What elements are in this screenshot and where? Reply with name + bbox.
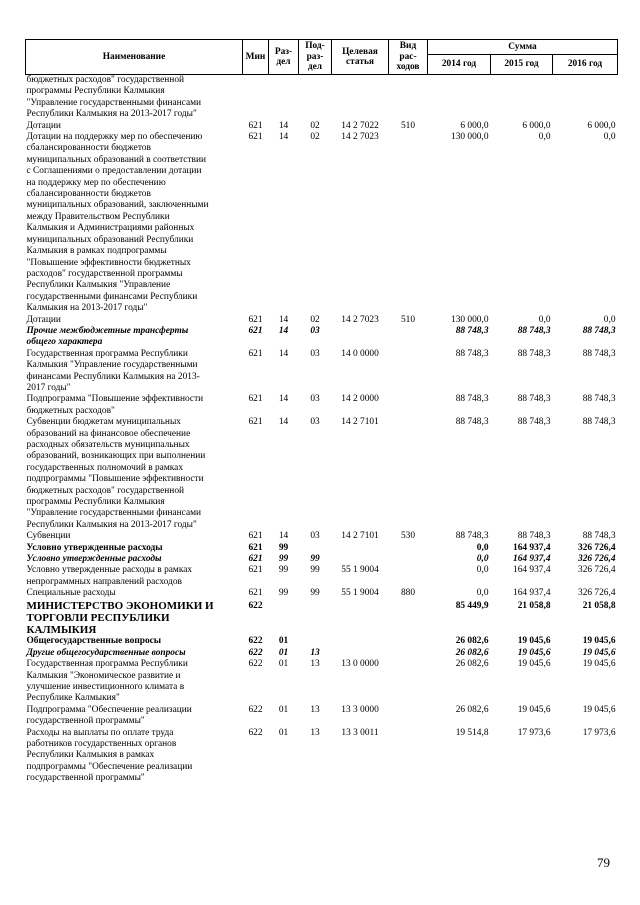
cell-name: Условно утвержденные расходы bbox=[26, 542, 163, 553]
table-row bbox=[26, 349, 618, 395]
cell-celevaya: 14 2 7023 bbox=[341, 314, 379, 325]
cell-celevaya bbox=[332, 75, 389, 121]
cell-vid bbox=[389, 728, 428, 785]
table-header bbox=[26, 40, 618, 75]
cell-razdel bbox=[269, 600, 299, 637]
cell-celevaya bbox=[332, 648, 389, 659]
cell-vid bbox=[389, 600, 428, 637]
cell-2016: 0,0 bbox=[603, 132, 616, 143]
cell-razdel: 99 bbox=[278, 554, 289, 565]
cell-celevaya bbox=[332, 636, 389, 647]
table-row bbox=[26, 648, 618, 659]
cell-celevaya bbox=[332, 543, 389, 554]
cell-2016: 88 748,3 bbox=[582, 348, 616, 359]
cell-vid bbox=[389, 132, 428, 315]
cell-min: 621 bbox=[248, 348, 263, 359]
cell-2016: 326 726,4 bbox=[578, 565, 616, 576]
cell-podrazdel: 13 bbox=[310, 704, 320, 715]
cell-vid bbox=[389, 565, 428, 588]
cell-min: 621 bbox=[248, 120, 263, 131]
cell-2015: 19 045,6 bbox=[517, 704, 551, 715]
cell-podrazdel: 03 bbox=[310, 325, 320, 336]
page-number: 79 bbox=[597, 855, 610, 870]
cell-2014: 88 748,3 bbox=[455, 417, 489, 428]
table-row bbox=[26, 600, 618, 637]
cell-name: Дотации на поддержку мер по обеспечению сбалансированности бюджетов муниципальных образований в соответствии с Соглашениями о предоставлении дотации на поддержку мер по обеспечению сбалансированности бюджетов муниципальных образований, заключенными между Правительством Республики Калмыкия и Администрациями районных муниципальных образований Республики Калмыкия в рамках подпрограммы "Повышение эффективности бюджетных расходов" государственной программы Республики Калмыкия "Управление государственными финансами Республики Калмыкия на 2013-2017 годы" bbox=[26, 132, 209, 314]
cell-2015: 164 937,4 bbox=[513, 565, 551, 576]
cell-2016: 17 973,6 bbox=[582, 727, 616, 738]
cell-2014: 88 748,3 bbox=[455, 531, 489, 542]
cell-2015: 19 045,6 bbox=[517, 636, 551, 647]
table-row bbox=[26, 659, 618, 705]
cell-celevaya: 14 2 7101 bbox=[341, 417, 379, 428]
cell-razdel: 14 bbox=[278, 132, 289, 143]
col-header-celevaya: Целевая статья bbox=[332, 40, 389, 75]
cell-razdel: 14 bbox=[278, 120, 289, 131]
cell-2014: 130 000,0 bbox=[451, 132, 489, 143]
cell-2015: 6 000,0 bbox=[522, 120, 551, 131]
cell-celevaya: 14 2 0000 bbox=[341, 394, 379, 405]
cell-razdel bbox=[269, 75, 299, 121]
cell-2015: 88 748,3 bbox=[517, 531, 551, 542]
table-row bbox=[26, 728, 618, 785]
cell-2014: 19 514,8 bbox=[455, 727, 489, 738]
cell-vid bbox=[389, 636, 428, 647]
cell-name: Условно утвержденные расходы в рамках непрограммных направлений расходов bbox=[26, 565, 193, 587]
col-header-min: Мин bbox=[243, 40, 269, 75]
table-row bbox=[26, 315, 618, 326]
cell-min: 622 bbox=[248, 600, 263, 611]
cell-min: 621 bbox=[248, 565, 263, 576]
cell-podrazdel: 02 bbox=[310, 120, 320, 131]
cell-name: Государственная программа Республики Калмыкия "Управление государственными финансами Республики Калмыкия на 2013- 2017 годы" bbox=[26, 348, 200, 393]
cell-2014: 88 748,3 bbox=[455, 348, 489, 359]
col-header-razdel: Раз- дел bbox=[269, 40, 299, 75]
col-header-summa: Сумма bbox=[428, 40, 618, 55]
cell-name: Субвенции бюджетам муниципальных образований на финансовое обеспечение расходных обязательств муниципальных образований, возникающих при выполнении государственных полномочий в рамках подпрограммы "Повышение эффективности бюджетных расходов" государственной программы Республики Калмыкия "Управление государственными финансами Республики Калмыкия на 2013-2017 годы" bbox=[26, 417, 206, 530]
cell-podrazdel bbox=[299, 600, 332, 637]
col-header-vid: Вид рас- ходов bbox=[389, 40, 428, 75]
table-row bbox=[26, 75, 618, 121]
cell-podrazdel: 03 bbox=[310, 531, 320, 542]
cell-vid bbox=[389, 659, 428, 705]
cell-vid: 530 bbox=[400, 531, 416, 542]
cell-podrazdel: 03 bbox=[310, 417, 320, 428]
cell-2016: 88 748,3 bbox=[582, 325, 616, 336]
cell-2015: 19 045,6 bbox=[517, 647, 551, 658]
cell-celevaya: 13 3 0011 bbox=[341, 727, 379, 738]
cell-2015: 164 937,4 bbox=[513, 588, 551, 599]
cell-razdel: 14 bbox=[278, 417, 289, 428]
cell-2014 bbox=[428, 75, 491, 121]
cell-name: Специальные расходы bbox=[26, 588, 116, 599]
cell-podrazdel bbox=[299, 636, 332, 647]
cell-name: МИНИСТЕРСТВО ЭКОНОМИКИ И ТОРГОВЛИ РЕСПУБЛИКИ КАЛМЫКИЯ bbox=[26, 599, 214, 637]
table-row bbox=[26, 554, 618, 565]
cell-vid bbox=[389, 75, 428, 121]
cell-2016: 88 748,3 bbox=[582, 531, 616, 542]
cell-min: 621 bbox=[248, 542, 263, 553]
cell-min: 621 bbox=[248, 531, 263, 542]
cell-2015: 0,0 bbox=[538, 132, 551, 143]
cell-min: 622 bbox=[248, 704, 263, 715]
cell-2014: 26 082,6 bbox=[455, 659, 489, 670]
cell-vid bbox=[389, 394, 428, 417]
cell-2014: 85 449,9 bbox=[455, 600, 489, 611]
cell-2014: 6 000,0 bbox=[460, 120, 489, 131]
cell-name: бюджетных расходов" государственной программы Республики Калмыкия "Управление государственными финансами Республики Калмыкия на 2013-2017 годы" bbox=[26, 75, 202, 120]
cell-min: 622 bbox=[248, 636, 263, 647]
cell-2016: 326 726,4 bbox=[578, 542, 616, 553]
cell-2015 bbox=[491, 75, 553, 121]
col-header-podrazdel: Под- раз- дел bbox=[299, 40, 332, 75]
cell-vid bbox=[389, 554, 428, 565]
cell-vid: 510 bbox=[400, 120, 416, 131]
cell-name: Субвенции bbox=[26, 531, 71, 542]
cell-name: Другие общегосударственные вопросы bbox=[26, 647, 186, 658]
cell-razdel: 14 bbox=[278, 531, 289, 542]
cell-vid bbox=[389, 648, 428, 659]
table-row bbox=[26, 705, 618, 728]
cell-2014: 0,0 bbox=[476, 565, 489, 576]
cell-2016: 19 045,6 bbox=[582, 647, 616, 658]
cell-podrazdel: 03 bbox=[310, 348, 320, 359]
cell-podrazdel bbox=[299, 543, 332, 554]
cell-celevaya: 55 1 9004 bbox=[341, 565, 379, 576]
cell-2015: 88 748,3 bbox=[517, 394, 551, 405]
cell-razdel: 01 bbox=[278, 704, 289, 715]
cell-2015: 19 045,6 bbox=[517, 659, 551, 670]
cell-name: Прочие межбюджетные трансферты общего характера bbox=[26, 325, 189, 348]
cell-min: 621 bbox=[248, 554, 263, 565]
col-header-name: Наименование bbox=[26, 40, 243, 75]
cell-razdel: 14 bbox=[278, 348, 289, 359]
cell-razdel: 01 bbox=[278, 659, 289, 670]
cell-2015: 88 748,3 bbox=[517, 325, 551, 336]
cell-vid bbox=[389, 417, 428, 531]
cell-min: 621 bbox=[248, 417, 263, 428]
cell-2014: 88 748,3 bbox=[455, 394, 489, 405]
cell-2015: 0,0 bbox=[538, 314, 551, 325]
table-row bbox=[26, 543, 618, 554]
table-row bbox=[26, 565, 618, 588]
cell-razdel: 99 bbox=[278, 542, 289, 553]
cell-razdel: 01 bbox=[278, 727, 289, 738]
cell-name: Подпрограмма "Обеспечение реализации государственной программы" bbox=[26, 704, 192, 727]
cell-razdel: 01 bbox=[278, 636, 289, 647]
cell-razdel: 01 bbox=[278, 647, 289, 658]
cell-2015: 88 748,3 bbox=[517, 348, 551, 359]
cell-podrazdel: 02 bbox=[310, 314, 320, 325]
table-row bbox=[26, 636, 618, 647]
table-row bbox=[26, 588, 618, 599]
cell-podrazdel: 99 bbox=[310, 565, 320, 576]
cell-2014: 0,0 bbox=[476, 554, 489, 565]
cell-razdel: 14 bbox=[278, 325, 289, 336]
cell-2014: 0,0 bbox=[476, 588, 489, 599]
cell-2016: 326 726,4 bbox=[578, 554, 616, 565]
cell-2014: 88 748,3 bbox=[455, 325, 489, 336]
cell-vid: 880 bbox=[400, 588, 416, 599]
cell-2015: 88 748,3 bbox=[517, 417, 551, 428]
cell-2016: 6 000,0 bbox=[587, 120, 616, 131]
cell-name: Дотации bbox=[26, 120, 61, 131]
cell-2014: 26 082,6 bbox=[455, 647, 489, 658]
cell-celevaya: 55 1 9004 bbox=[341, 588, 379, 599]
cell-podrazdel: 99 bbox=[310, 554, 320, 565]
table-row bbox=[26, 394, 618, 417]
cell-min: 621 bbox=[248, 588, 263, 599]
cell-min: 621 bbox=[248, 132, 263, 143]
table-body bbox=[26, 75, 618, 785]
cell-celevaya: 14 2 7023 bbox=[341, 132, 379, 143]
cell-vid bbox=[389, 543, 428, 554]
cell-celevaya bbox=[332, 600, 389, 637]
cell-name: Подпрограмма "Повышение эффективности бюджетных расходов" bbox=[26, 394, 204, 416]
table-row bbox=[26, 531, 618, 542]
cell-celevaya: 14 0 0000 bbox=[341, 348, 379, 359]
cell-celevaya: 14 2 7022 bbox=[341, 120, 379, 131]
cell-2015: 164 937,4 bbox=[513, 554, 551, 565]
col-header-2014: 2014 год bbox=[428, 55, 491, 75]
cell-2016: 19 045,6 bbox=[582, 659, 616, 670]
cell-2016 bbox=[553, 75, 618, 121]
cell-2016: 88 748,3 bbox=[582, 394, 616, 405]
cell-min bbox=[243, 75, 269, 121]
cell-name: Государственная программа Республики Калмыкия "Экономическое развитие и улучшение инвестиционного климата в Республике Калмыкия" bbox=[26, 659, 188, 704]
cell-celevaya bbox=[332, 554, 389, 565]
cell-razdel: 99 bbox=[278, 588, 289, 599]
cell-vid bbox=[389, 326, 428, 349]
cell-podrazdel: 13 bbox=[310, 727, 320, 738]
cell-celevaya bbox=[332, 326, 389, 349]
budget-table bbox=[25, 39, 618, 785]
cell-celevaya: 13 0 0000 bbox=[341, 659, 379, 670]
cell-min: 622 bbox=[248, 647, 263, 658]
cell-min: 621 bbox=[248, 394, 263, 405]
cell-min: 622 bbox=[248, 727, 263, 738]
cell-2016: 326 726,4 bbox=[578, 588, 616, 599]
cell-name: Общегосударственные вопросы bbox=[26, 636, 162, 647]
cell-podrazdel: 03 bbox=[310, 394, 320, 405]
cell-min: 622 bbox=[248, 659, 263, 670]
cell-2015: 164 937,4 bbox=[513, 542, 551, 553]
cell-2016: 0,0 bbox=[603, 314, 616, 325]
col-header-2015: 2015 год bbox=[491, 55, 553, 75]
cell-2016: 19 045,6 bbox=[582, 636, 616, 647]
cell-vid bbox=[389, 705, 428, 728]
cell-razdel: 14 bbox=[278, 314, 289, 325]
cell-razdel: 99 bbox=[278, 565, 289, 576]
cell-2014: 130 000,0 bbox=[451, 314, 489, 325]
cell-min: 621 bbox=[248, 325, 263, 336]
cell-2014: 26 082,6 bbox=[455, 704, 489, 715]
cell-celevaya: 14 2 7101 bbox=[341, 531, 379, 542]
cell-podrazdel: 99 bbox=[310, 588, 320, 599]
cell-podrazdel: 13 bbox=[310, 659, 320, 670]
table-row bbox=[26, 121, 618, 132]
table-row bbox=[26, 417, 618, 531]
cell-2016: 88 748,3 bbox=[582, 417, 616, 428]
table-row bbox=[26, 326, 618, 349]
cell-vid: 510 bbox=[400, 314, 416, 325]
cell-2015: 21 058,8 bbox=[517, 600, 551, 611]
cell-2016: 21 058,8 bbox=[582, 600, 616, 611]
cell-podrazdel: 13 bbox=[310, 647, 320, 658]
cell-name: Расходы на выплаты по оплате труда работников государственных органов Республики Калмыкия в рамках подпрограммы "Обеспечение реализации государственной программы" bbox=[26, 727, 193, 784]
cell-min: 621 bbox=[248, 314, 263, 325]
cell-2014: 26 082,6 bbox=[455, 636, 489, 647]
cell-celevaya: 13 3 0000 bbox=[341, 704, 379, 715]
table-row bbox=[26, 132, 618, 315]
cell-podrazdel: 02 bbox=[310, 132, 320, 143]
cell-2015: 17 973,6 bbox=[517, 727, 551, 738]
cell-vid bbox=[389, 349, 428, 395]
cell-2014: 0,0 bbox=[476, 542, 489, 553]
cell-name: Условно утвержденные расходы bbox=[26, 554, 162, 565]
col-header-2016: 2016 год bbox=[553, 55, 618, 75]
cell-2016: 19 045,6 bbox=[582, 704, 616, 715]
cell-razdel: 14 bbox=[278, 394, 289, 405]
cell-name: Дотации bbox=[26, 314, 61, 325]
cell-podrazdel bbox=[299, 75, 332, 121]
